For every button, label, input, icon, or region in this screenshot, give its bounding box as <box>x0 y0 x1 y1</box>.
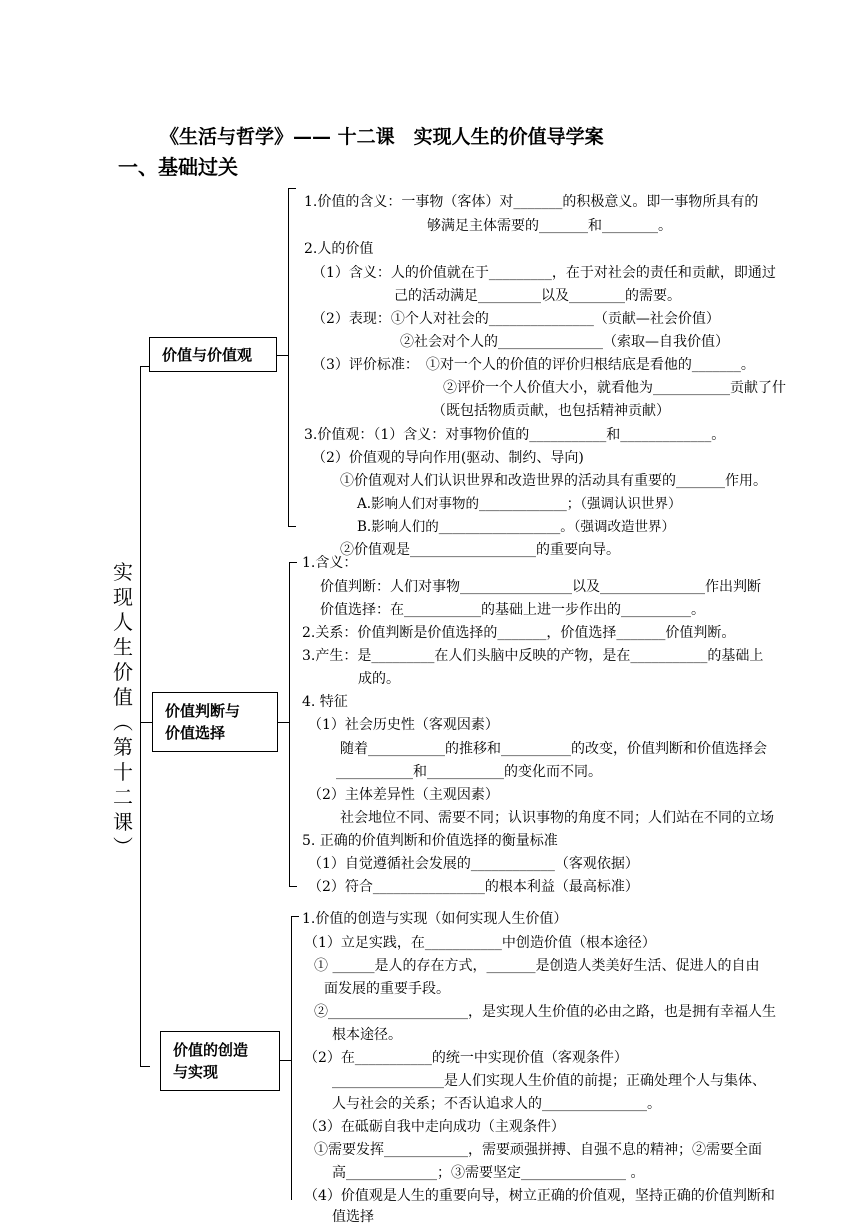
group2-connector <box>277 722 289 723</box>
vertical-char: ︶ <box>113 835 133 859</box>
g1-line: （2）表现：①个人对社会的_______________（贡献—社会价值） <box>312 311 720 327</box>
section-heading: 一、基础过关 <box>118 155 238 179</box>
vertical-char: 人 <box>113 610 133 634</box>
g1-line: 3.价值观：（1）含义：对事物价值的___________和_____________。 <box>304 427 726 443</box>
g2-line: 价值判断：人们对事物________________以及_______________作出判断 <box>320 579 761 595</box>
main-bracket <box>140 366 141 1066</box>
g1-line: （2）价值观的导向作用(驱动、制约、导向) <box>312 450 584 466</box>
vertical-char: 现 <box>113 585 133 609</box>
g3-line: （4）价值观是人生的重要向导，树立正确的价值观，坚持正确的价值判断和 <box>304 1188 775 1204</box>
vertical-char: 价 <box>113 660 133 684</box>
vertical-char: 课 <box>113 810 133 834</box>
g3-line: ②____________________，是实现人生价值的必由之路，也是拥有幸福人生 <box>314 1004 776 1020</box>
group1-connector <box>276 355 288 356</box>
g2-line: ___________和___________的变化而不同。 <box>336 764 602 780</box>
group2-bracket <box>289 562 290 886</box>
g1-line: 2.人的价值 <box>304 241 374 257</box>
g2-line: （1）社会历史性（客观因素） <box>308 717 499 733</box>
vertical-char: 二 <box>113 785 133 809</box>
group2-bracket-top <box>289 562 297 563</box>
vertical-char: 十 <box>113 760 133 784</box>
box-label: 价值与价值观 <box>162 345 253 364</box>
connector <box>140 722 152 723</box>
group2-bracket-bottom <box>289 886 297 887</box>
g2-line: 随着___________的推移和__________的改变，价值判断和价值选择会 <box>340 741 767 757</box>
g3-line: 人与社会的关系；不否认追求人的_______________。 <box>332 1096 661 1112</box>
g2-line: 4. 特征 <box>302 694 348 710</box>
box-label: 与实现 <box>173 1063 219 1081</box>
g3-line: ________________是人们实现人生价值的前提；正确处理个人与集体、 <box>332 1073 766 1089</box>
g3-line: 根本途径。 <box>332 1027 402 1043</box>
group1-bracket-top <box>288 188 296 189</box>
g1-line: （3）评价标准： ①对一个人的价值的评价归根结底是看他的_______。 <box>312 357 755 373</box>
g1-line: A.影响人们对事物的_____________；（强调认识世界） <box>357 496 682 512</box>
g1-line: ②价值观是__________________的重要向导。 <box>340 542 620 558</box>
g3-line: 值选择 <box>332 1209 374 1225</box>
g1-line: ②社会对个人的_______________（索取—自我价值） <box>400 334 729 350</box>
group3-connector <box>279 1060 291 1061</box>
vertical-title <box>110 560 136 860</box>
g1-line: B.影响人们的__________________。（强调改造世界） <box>357 519 675 535</box>
g2-line: 5. 正确的价值判断和价值选择的衡量标准 <box>302 833 558 849</box>
box-value-and-values <box>149 337 277 372</box>
vertical-char: 生 <box>113 635 133 659</box>
g1-line: 1.价值的含义：一事物（客体）对_______的积极意义。即一事物所具有的 <box>304 194 759 210</box>
box-label: 价值的创造 <box>173 1041 249 1059</box>
g3-line: 高_____________；③需要坚定_______________ 。 <box>332 1165 645 1181</box>
vertical-char: 实 <box>113 560 133 584</box>
g3-line: ①需要发挥____________，需要顽强拼搏、自强不息的精神；②需要全面 <box>314 1142 762 1158</box>
g2-line: （2）符合________________的根本利益（最高标准） <box>308 879 639 895</box>
page-title: 《生活与哲学》—— 十二课 实现人生的价值导学案 <box>160 126 604 148</box>
main-bracket-bottom <box>140 1066 150 1067</box>
g2-line: （2）主体差异性（主观因素） <box>308 787 499 803</box>
group1-bracket-bottom <box>288 526 296 527</box>
g3-line: （1）立足实践，在___________中创造价值（根本途径） <box>304 935 656 951</box>
box-label: 价值选择 <box>165 724 226 742</box>
box-value-creation <box>160 1031 280 1091</box>
box-value-judgment <box>152 692 278 752</box>
g2-line: 3.产生：是_________在人们头脑中反映的产物，是在___________的基础上 <box>302 648 764 664</box>
g3-line: （2）在___________的统一中实现价值（客观条件） <box>304 1050 628 1066</box>
g1-line: 己的活动满足_________以及________的需要。 <box>394 288 681 304</box>
vertical-char: 值 <box>113 685 133 709</box>
vertical-char: 第 <box>113 735 133 759</box>
g3-line: 1.价值的创造与实现（如何实现人生价值） <box>302 911 568 927</box>
g2-line: 1.含义： <box>302 555 358 571</box>
g1-line: ②评价一个人价值大小，就看他为___________贡献了什 <box>443 380 786 396</box>
box-label: 价值判断与 <box>165 702 241 720</box>
g2-line: 价值选择：在___________的基础上进一步作出的__________。 <box>320 602 705 618</box>
g2-line: 2.关系：价值判断是价值选择的_______，价值选择_______价值判断。 <box>302 625 736 641</box>
g1-line: 够满足主体需要的_______和________。 <box>427 218 672 234</box>
group1-bracket <box>288 188 289 526</box>
g2-line: 成的。 <box>358 671 400 687</box>
g1-line: （1）含义：人的价值就在于_________，在于对社会的责任和贡献，即通过 <box>312 265 776 281</box>
g3-line: 面发展的重要手段。 <box>324 981 450 997</box>
g1-line: ①价值观对人们认识世界和改造世界的活动具有重要的_______作用。 <box>340 473 767 489</box>
g3-line: （3）在砥砺自我中走向成功（主观条件） <box>304 1119 565 1135</box>
g1-line: （既包括物质贡献，也包括精神贡献） <box>432 403 670 419</box>
g3-line: ① ______是人的存在方式，_______是创造人类美好生活、促进人的自由 <box>314 958 760 974</box>
group3-bracket-top <box>291 916 299 917</box>
g2-line: （1）自觉遵循社会发展的____________（客观依据） <box>308 856 639 872</box>
g2-line: 社会地位不同、需要不同；认识事物的角度不同；人们站在不同的立场 <box>340 810 774 826</box>
group3-bracket <box>291 916 292 1200</box>
vertical-char: ︵ <box>113 710 133 734</box>
